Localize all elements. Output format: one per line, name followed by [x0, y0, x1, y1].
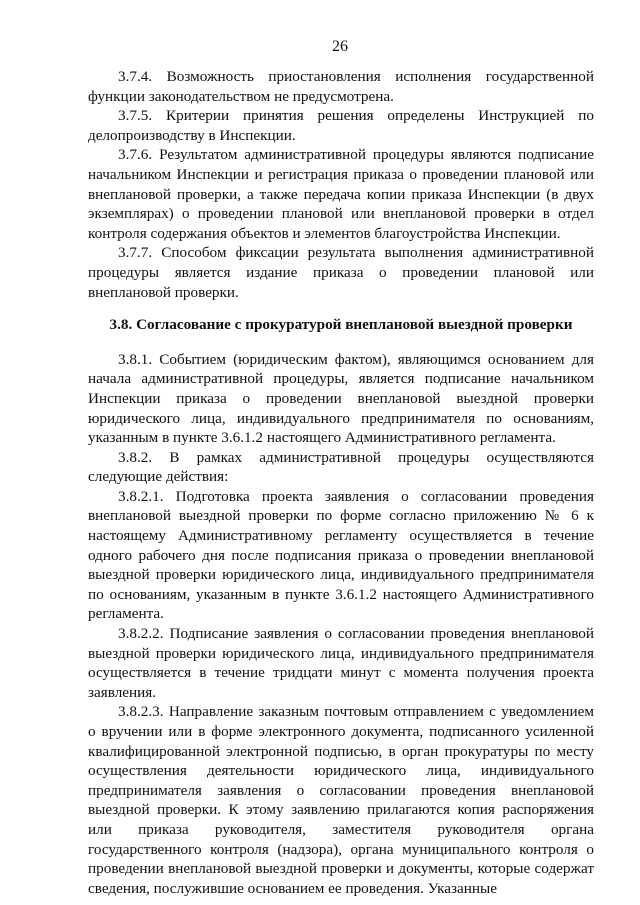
- paragraph-3-7-5: 3.7.5. Критерии принятия решения определены Инструкцией по делопроизводству в Инспекции.: [88, 107, 594, 144]
- page-number: 26: [332, 38, 348, 55]
- paragraph-3-8-2-2: 3.8.2.2. Подписание заявления о согласовании проведения внеплановой выездной проверки юридического лица, индивидуального предпринимателя осуществляется в течение тридцати минут с момента получения проекта заявления.: [88, 625, 594, 701]
- paragraph-3-7-4: 3.7.4. Возможность приостановления исполнения государственной функции законодательством не предусмотрена.: [88, 68, 594, 105]
- paragraph-3-8-1: 3.8.1. Событием (юридическим фактом), являющимся основанием для начала административной процедуры, является подписание начальником Инспекции приказа о проведении внеплановой выездной проверки юридического лица, индивидуального предпринимателя по основаниям, указанным в пункте 3.6.1.2 настоящего Административного регламента.: [88, 350, 594, 447]
- paragraph-3-8-2: 3.8.2. В рамках административной процедуры осуществляются следующие действия:: [88, 448, 594, 486]
- section-heading: 3.8. Согласование с прокуратурой внеплановой выездной проверки: [109, 316, 573, 334]
- paragraph-3-7-6: 3.7.6. Результатом административной процедуры являются подписание начальником Инспекции и регистрация приказа о проведении плановой или внеплановой проверки, а также передача копии приказа Инспекции (в двух экземплярах) о проведении плановой или внеплановой проверки в отдел контроля содержания объектов и элементов благоустройства Инспекции.: [88, 146, 594, 242]
- document-body: [88, 67, 594, 898]
- paragraph-3-7-7: 3.7.7. Способом фиксации результата выполнения административной процедуры является издание приказа о проведении плановой или внеплановой проверки.: [88, 244, 594, 301]
- paragraph-3-8-2-1: 3.8.2.1. Подготовка проекта заявления о согласовании проведения внеплановой выездной проверки по форме согласно приложению № 6 к настоящему Административному регламенту осуществляется в течение одного рабочего дня после подписания приказа о проведении внеплановой выездной проверки юридического лица, индивидуального предпринимателя по основаниям, указанным в пункте 3.6.1.2 настоящего Административного регламента.: [88, 487, 594, 623]
- paragraph-3-8-2-3: 3.8.2.3. Направление заказным почтовым отправлением с уведомлением о вручении или в форме электронного документа, подписанного усиленной квалифицированной электронной подписью, в орган прокуратуры по месту осуществления деятельности юридического лица, индивидуального предпринимателя заявления о согласовании проведения внеплановой выездной проверки. К этому заявлению прилагаются копия распоряжения или приказа руководителя, заместителя руководителя органа государственного контроля (надзора), органа муниципального контроля о проведении внеплановой выездной проверки и документы, которые содержат сведения, послужившие основанием ее проведения. Указанные: [88, 703, 594, 897]
